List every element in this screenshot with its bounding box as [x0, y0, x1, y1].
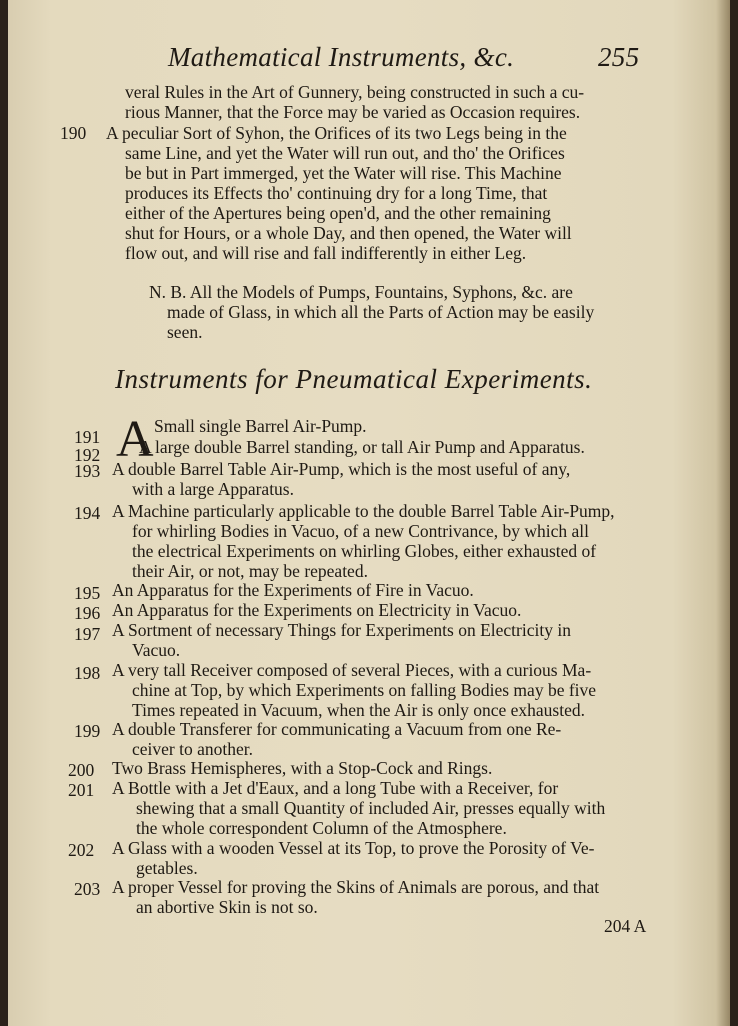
item-number: 194 — [74, 503, 101, 523]
text-line: either of the Apertures being open'd, and the other remaining — [125, 203, 551, 223]
text-line: with a large Apparatus. — [132, 479, 294, 499]
text-line: Two Brass Hemispheres, with a Stop-Cock and Rings. — [112, 758, 493, 778]
item-number: 190 — [60, 123, 87, 143]
text-line: A Machine particularly applicable to the double Barrel Table Air-Pump, — [112, 501, 615, 521]
text-line: the whole correspondent Column of the Atmosphere. — [136, 818, 507, 838]
text-line: an abortive Skin is not so. — [136, 897, 318, 917]
text-line: getables. — [136, 858, 198, 878]
text-line: Vacuo. — [132, 640, 181, 660]
text-line: shewing that a small Quantity of included Air, presses equally with — [136, 798, 606, 818]
item-number: 200 — [68, 760, 95, 780]
text-line: A Sortment of necessary Things for Experiments on Electricity in — [112, 620, 571, 640]
item-number: 191 — [74, 427, 101, 447]
text-line: chine at Top, by which Experiments on falling Bodies may be five — [132, 680, 597, 700]
note-line: N. B. All the Models of Pumps, Fountains, Syphons, &c. are — [149, 282, 573, 302]
item-number: 196 — [74, 603, 101, 623]
item-number: 192 — [74, 445, 101, 465]
text-line: for whirling Bodies in Vacuo, of a new Contrivance, by which all — [132, 521, 590, 541]
text-line: same Line, and yet the Water will run out, and tho' the Orifices — [125, 143, 565, 163]
header-title: Mathematical Instruments, &c. — [168, 42, 515, 72]
text-line: An Apparatus for the Experiments on Electricity in Vacuo. — [112, 600, 522, 620]
text-line: produces its Effects tho' continuing dry for a long Time, that — [125, 183, 548, 203]
note-line: made of Glass, in which all the Parts of Action may be easily — [167, 302, 595, 322]
text-line: the electrical Experiments on whirling Globes, either exhausted of — [132, 541, 597, 561]
item-number: 203 — [74, 879, 101, 899]
text-line: ceiver to another. — [132, 739, 253, 759]
drop-cap: A — [116, 411, 154, 468]
text-line: veral Rules in the Art of Gunnery, being constructed in such a cu- — [125, 82, 585, 102]
text-line: A proper Vessel for proving the Skins of Animals are porous, and that — [112, 877, 600, 897]
text-line: A Bottle with a Jet d'Eaux, and a long Tube with a Receiver, for — [112, 778, 559, 798]
running-header — [158, 42, 658, 78]
text-line: A large double Barrel standing, or tall Air Pump and Apparatus. — [139, 437, 585, 457]
text-line: shut for Hours, or a whole Day, and then opened, the Water will — [125, 223, 572, 243]
book-page — [8, 0, 730, 1026]
section-title: Instruments for Pneumatical Experiments. — [115, 364, 593, 394]
text-line: be but in Part immerged, yet the Water will rise. This Machine — [125, 163, 562, 183]
item-number: 201 — [68, 780, 95, 800]
page-number: 255 — [598, 42, 640, 72]
text-line: rious Manner, that the Force may be varied as Occasion requires. — [125, 102, 581, 122]
item-number: 202 — [68, 840, 95, 860]
page-edge-shadow — [716, 0, 730, 1026]
note-line: seen. — [167, 322, 203, 342]
item-number: 193 — [74, 461, 101, 481]
text-line: Small single Barrel Air-Pump. — [154, 416, 367, 436]
text-line: A very tall Receiver composed of several Pieces, with a curious Ma- — [112, 660, 592, 680]
text-line: A double Barrel Table Air-Pump, which is the most useful of any, — [112, 459, 571, 479]
text-line: their Air, or not, may be repeated. — [132, 561, 368, 581]
text-line: Times repeated in Vacuum, when the Air is only once exhausted. — [132, 700, 585, 720]
text-line: flow out, and will rise and fall indifferently in either Leg. — [125, 243, 527, 263]
item-number: 197 — [74, 624, 101, 644]
item-number: 199 — [74, 721, 101, 741]
text-line: An Apparatus for the Experiments of Fire in Vacuo. — [112, 580, 474, 600]
text-line: A Glass with a wooden Vessel at its Top, to prove the Porosity of Ve- — [112, 838, 595, 858]
text-line: A peculiar Sort of Syhon, the Orifices of its two Legs being in the — [106, 123, 567, 143]
text-line: A double Transferer for communicating a Vacuum from one Re- — [112, 719, 562, 739]
catchword: 204 A — [604, 916, 647, 936]
item-number: 195 — [74, 583, 101, 603]
item-number: 198 — [74, 663, 101, 683]
